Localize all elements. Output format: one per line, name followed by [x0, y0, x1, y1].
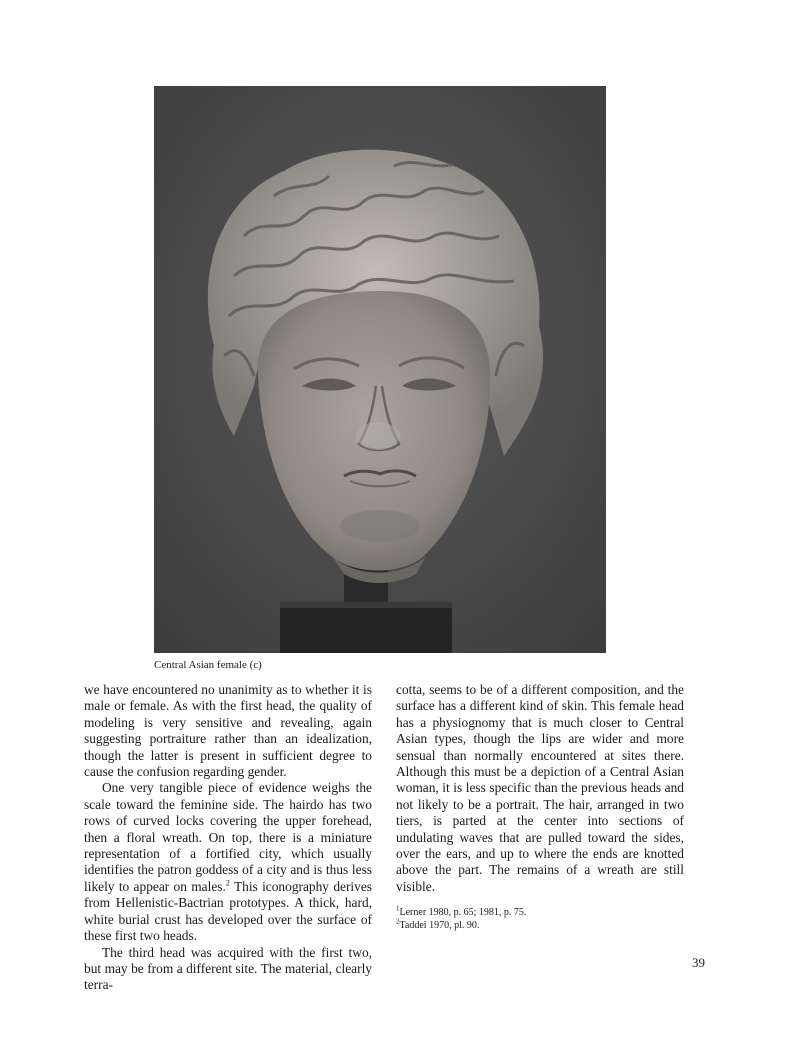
paragraph: we have encountered no unanimity as to whether it is male or female. As with the first head, the quality of modeling is very sensitive and revealing, again suggesting portraiture rather than an idealization, though the latter is present in sufficient degree to cause the confusion regarding gender. [84, 682, 372, 780]
body-column-right [396, 682, 684, 932]
paragraph [84, 780, 372, 944]
paragraph-text: This iconography derives from Hellenistic-Bactrian prototypes. A thick, hard, white burial crust has developed over the surface of these first two heads. [84, 878, 372, 944]
footnote [396, 917, 684, 933]
footnote-text: Taddei 1970, pl. 90. [399, 919, 480, 931]
footnotes [396, 904, 684, 932]
paragraph: The third head was acquired with the first two, but may be from a different site. The material, clearly terra- [84, 944, 372, 993]
body-column-left [84, 682, 372, 994]
sculpture-head-image [154, 86, 606, 653]
footnote-text: Lerner 1980, p. 65; 1981, p. 75. [399, 907, 527, 919]
page-number: 39 [692, 955, 705, 970]
footnote-number: 1 [396, 904, 400, 913]
footnote-reference: 2 [225, 878, 230, 888]
footnote-number: 2 [396, 917, 400, 926]
paragraph-text: One very tangible piece of evidence weighs the scale toward the feminine side. The hairdo has two rows of curved locks covering the upper forehead, then a floral wreath. On top, there is a miniature representation of a fortified city, which usually identifies the patron goddess of a city and is thus less likely to appear on males. [84, 780, 372, 894]
sculpture-photograph [154, 86, 606, 653]
figure-caption: Central Asian female (c) [154, 659, 262, 671]
paragraph: cotta, seems to be of a different composition, and the surface has a different kind of skin. This female head has a physiognomy that is much closer to Central Asian types, though the lips are wider and more sensual than normally encountered at sites there. Although this must be a depiction of a Central Asian woman, it is less specific than the previous heads and not likely to be a portrait. The hair, arranged in two tiers, is parted at the center into sections of undulating waves that are pulled toward the sides, over the ears, and up to where the ends are knotted above the part. The remains of a wreath are still visible. [396, 682, 684, 894]
footnote [396, 904, 684, 920]
